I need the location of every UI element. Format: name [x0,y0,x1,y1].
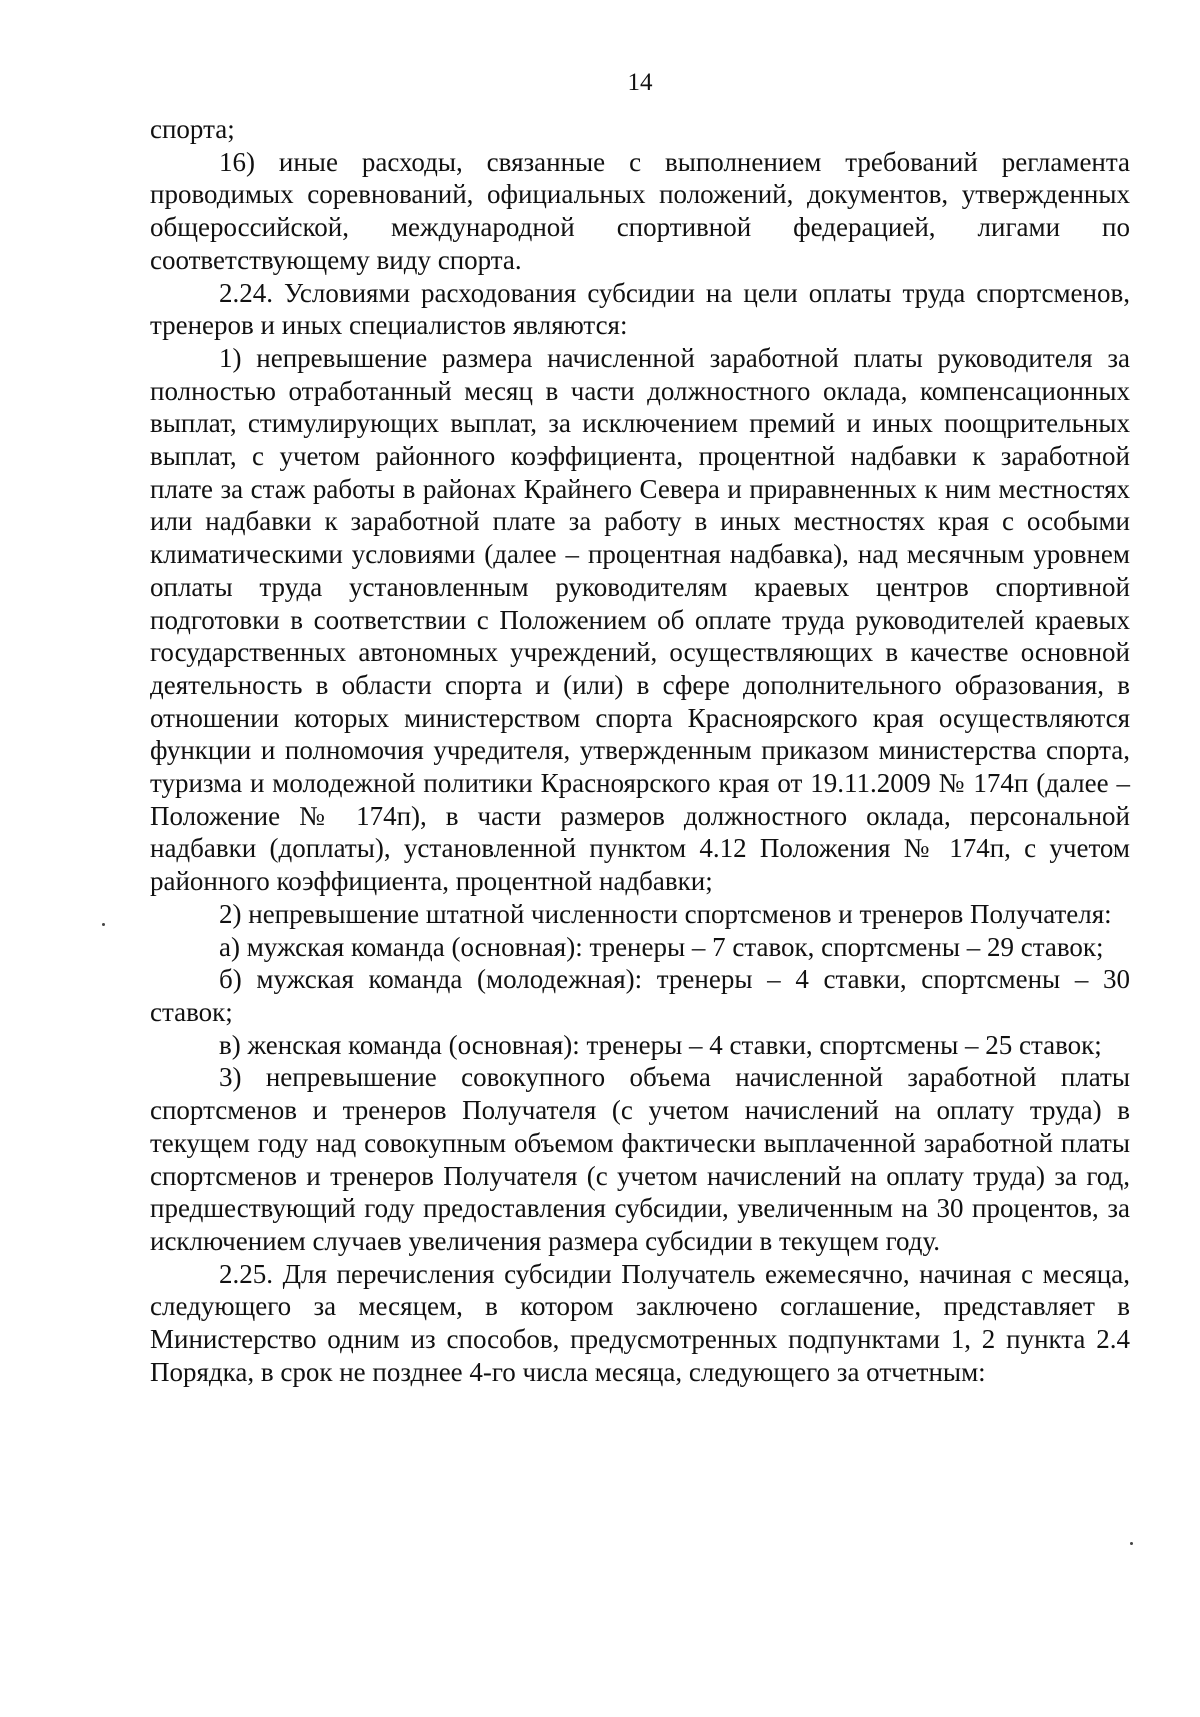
paragraph-2-25-transfer-procedure: 2.25. Для перечисления субсидии Получатель ежемесячно, начиная с месяца, следующего за месяцем, в котором заключено соглашение, представляет в Министерство одним из способов, предусмотренных подпунктами 1, 2 пункта 2.4 Порядка, в срок не позднее 4-го числа месяца, следующего за отчетным: [150,1258,1130,1387]
paragraph-condition-3-payroll-limit: 3) непревышение совокупного объема начисленной заработной платы спортсменов и тренеров Получателя (с учетом начислений на оплату труда) в текущем году над совокупным объемом фактически выплаченной заработной платы спортсменов и тренеров Получателя (с учетом начислений на оплату труда) за год, предшествующий году предоставления субсидии, увеличенным на 30 процентов, за исключением случаев увеличения размера субсидии в текущем году. [150,1062,1130,1256]
scan-speck [1130,1542,1133,1545]
paragraph-men-main-team: а) мужская команда (основная): тренеры – 7 ставок, спортсмены – 29 ставок; [219,931,1104,962]
paragraph-men-youth-team: б) мужская команда (молодежная): тренеры – 4 ставки, спортсмены – 30 ставок; [150,964,1130,1027]
scan-speck [102,923,105,926]
paragraph-sport-continuation: спорта; [150,114,235,144]
page-number: 14 [627,69,653,96]
paragraph-2-24-conditions: 2.24. Условиями расходования субсидии на цели оплаты труда спортсменов, тренеров и иных специалистов являются: [150,277,1130,341]
paragraph-item-16-other-expenses: 16) иные расходы, связанные с выполнением требований регламента проводимых соревнований, официальных положений, документов, утвержденных общероссийской, международной спортивной федерацией, лигами по соответствующему виду спорта. [150,146,1130,275]
document-body [150,113,1130,1388]
paragraph-condition-1-salary-limit: 1) непревышение размера начисленной заработной платы руководителя за полностью отработанный месяц в части должностного оклада, компенсационных выплат, стимулирующих выплат, за исключением премий и иных поощрительных выплат, с учетом районного коэффициента, процентной надбавки к заработной плате за стаж работы в районах Крайнего Севера и приравненных к ним местностях или надбавки к заработной плате за работу в иных местностях края с особыми климатическими условиями (далее – процентная надбавка), над месячным уровнем оплаты труда установленным руководителям краевых центров спортивной подготовки в соответствии с Положением об оплате труда руководителей краевых государственных автономных учреждений, осуществляющих в качестве основной деятельность в области спорта и (или) в сфере дополнительного образования, в отношении которых министерством спорта Красноярского края осуществляются функции и полномочия учредителя, утвержденным приказом министерства спорта, туризма и молодежной политики Красноярского края от 19.11.2009 № 174п (далее – Положение № 174п), в части размеров должностного оклада, персональной надбавки (доплаты), установленной пунктом 4.12 Положения № 174п, с учетом районного коэффициента, процентной надбавки; [150,342,1130,897]
paragraph-women-main-team: в) женская команда (основная): тренеры – 4 ставки, спортсмены – 25 ставок; [219,1029,1102,1060]
paragraph-condition-2-staff-limit: 2) непревышение штатной численности спортсменов и тренеров Получателя: [219,898,1112,929]
